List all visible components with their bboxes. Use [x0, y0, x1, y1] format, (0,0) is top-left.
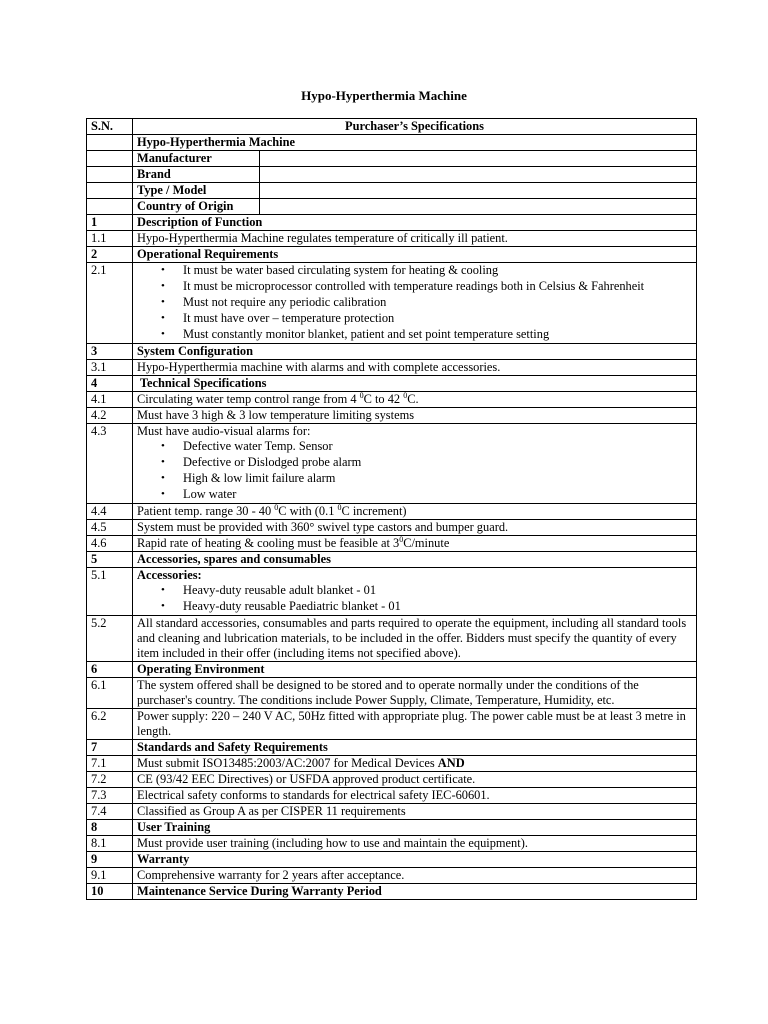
- table-row: [87, 408, 697, 424]
- list-item: • It must be microprocessor controlled with temperature readings both in Celsius & Fahrenheit: [161, 279, 645, 293]
- section-title: Operating Environment: [133, 662, 697, 678]
- item-text: System must be provided with 360° swivel type castors and bumper guard.: [133, 520, 697, 536]
- item-text: Hypo-Hyperthermia machine with alarms and with complete accessories.: [133, 360, 697, 376]
- list-item: • Defective or Dislodged probe alarm: [161, 455, 362, 469]
- bullet-icon: •: [161, 296, 165, 308]
- item-number: 4.4: [87, 504, 133, 520]
- info-row-country: [87, 199, 697, 215]
- table-row: [87, 678, 697, 709]
- bullet-icon: •: [161, 264, 165, 276]
- table-row: [87, 788, 697, 804]
- bullet-list: [137, 583, 692, 615]
- section-number: 2: [87, 247, 133, 263]
- item-text: Must provide user training (including how to use and maintain the equipment).: [133, 836, 697, 852]
- item-number: 9.1: [87, 868, 133, 884]
- table-row: [87, 616, 697, 662]
- table-row: [87, 804, 697, 820]
- table-row: [87, 772, 697, 788]
- bullet-icon: •: [161, 472, 165, 484]
- section-number: 5: [87, 552, 133, 568]
- spec-header: Purchaser’s Specifications: [133, 119, 697, 135]
- item-text: Power supply: 220 – 240 V AC, 50Hz fitted with appropriate plug. The power cable must be at least 3 metre in length.: [133, 709, 697, 740]
- item-number: 5.2: [87, 616, 133, 662]
- table-row: [87, 231, 697, 247]
- item-number: 2.1: [87, 263, 133, 344]
- bullet-list: [137, 439, 692, 503]
- item-number: 3.1: [87, 360, 133, 376]
- country-label: Country of Origin: [133, 199, 260, 215]
- section-number: 3: [87, 344, 133, 360]
- list-item: • Low water: [161, 487, 237, 501]
- item-text: All standard accessories, consumables and parts required to operate the equipment, including all standard tools and cleaning and lubrication materials, to be included in the offer. Bidders must specify the quantity of every item included in their offer (including items not specified above).: [133, 616, 697, 662]
- table-row: [87, 836, 697, 852]
- item-bullets-cell: [133, 263, 697, 344]
- item-text: Rapid rate of heating & cooling must be feasible at $3^0C$/minute: [133, 536, 697, 552]
- model-label: Type / Model: [133, 183, 260, 199]
- list-item: • Must not require any periodic calibration: [161, 295, 387, 309]
- table-row: [87, 360, 697, 376]
- brand-label: Brand: [133, 167, 260, 183]
- item-bullets-cell: [133, 568, 697, 616]
- bullet-icon: •: [161, 600, 165, 612]
- item-number: 4.3: [87, 424, 133, 504]
- table-header-row: [87, 119, 697, 135]
- item-number: 7.1: [87, 756, 133, 772]
- list-item: • It must have over – temperature protection: [161, 311, 395, 325]
- bullet-icon: •: [161, 488, 165, 500]
- item-number: 5.1: [87, 568, 133, 616]
- section-title: System Configuration: [133, 344, 697, 360]
- section-number: 8: [87, 820, 133, 836]
- item-number: 7.3: [87, 788, 133, 804]
- product-heading: Hypo-Hyperthermia Machine: [133, 135, 697, 151]
- section-number: 6: [87, 662, 133, 678]
- item-text: Patient temp. range 30 - 40 $^0$C with (0.1 $^0$C increment): [133, 504, 697, 520]
- section-number: 9: [87, 852, 133, 868]
- section-title: Standards and Safety Requirements: [133, 740, 697, 756]
- item-text: The system offered shall be designed to be stored and to operate normally under the conditions of the purchaser's country. The conditions include Power Supply, Climate, Temperature, Humidity, etc.: [133, 678, 697, 709]
- section-title: Accessories, spares and consumables: [133, 552, 697, 568]
- item-number: 6.1: [87, 678, 133, 709]
- section-row: [87, 884, 697, 900]
- brand-value: [260, 167, 697, 183]
- item-number: 4.1: [87, 392, 133, 408]
- section-row: [87, 662, 697, 678]
- table-row: [87, 756, 697, 772]
- item-intro: Must have audio-visual alarms for:: [137, 424, 311, 438]
- country-value: [260, 199, 697, 215]
- section-number: 1: [87, 215, 133, 231]
- model-value: [260, 183, 697, 199]
- item-text: Comprehensive warranty for 2 years after acceptance.: [133, 868, 697, 884]
- item-number: 4.2: [87, 408, 133, 424]
- section-row: [87, 344, 697, 360]
- item-number: 8.1: [87, 836, 133, 852]
- info-row-manufacturer: [87, 151, 697, 167]
- table-row: [87, 504, 697, 520]
- section-row: [87, 852, 697, 868]
- section-title: Warranty: [133, 852, 697, 868]
- item-text: Circulating water temp control range from 4 $^0$C to 42 $^0$C.: [133, 392, 697, 408]
- section-row: [87, 215, 697, 231]
- table-row: [87, 520, 697, 536]
- info-row-model: [87, 183, 697, 199]
- bullet-icon: •: [161, 328, 165, 340]
- section-title: Technical Specifications: [133, 376, 697, 392]
- section-title: Description of Function: [133, 215, 697, 231]
- section-number: 10: [87, 884, 133, 900]
- item-intro: Accessories:: [137, 568, 202, 582]
- document-title: Hypo-Hyperthermia Machine: [301, 88, 467, 103]
- list-item: • Defective water Temp. Sensor: [161, 439, 333, 453]
- table-row: [87, 536, 697, 552]
- product-heading-row: [87, 135, 697, 151]
- table-row: [87, 263, 697, 344]
- list-item: • Heavy-duty reusable adult blanket - 01: [161, 583, 377, 597]
- list-item: • High & low limit failure alarm: [161, 471, 336, 485]
- item-text: Hypo-Hyperthermia Machine regulates temperature of critically ill patient.: [133, 231, 697, 247]
- item-bullets-cell: [133, 424, 697, 504]
- bullet-icon: •: [161, 312, 165, 324]
- table-row: [87, 424, 697, 504]
- sn-header: S.N.: [87, 119, 133, 135]
- item-text: Classified as Group A as per CISPER 11 requirements: [133, 804, 697, 820]
- item-text: CE (93/42 EEC Directives) or USFDA approved product certificate.: [133, 772, 697, 788]
- item-text: Must submit ISO13485:2003/AC:2007 for Medical Devices AND: [133, 756, 697, 772]
- list-item: • Must constantly monitor blanket, patient and set point temperature setting: [161, 327, 550, 341]
- item-text: Must have 3 high & 3 low temperature limiting systems: [133, 408, 697, 424]
- section-row: [87, 247, 697, 263]
- bullet-icon: •: [161, 440, 165, 452]
- section-row: [87, 376, 697, 392]
- manufacturer-label: Manufacturer: [133, 151, 260, 167]
- bullet-icon: •: [161, 280, 165, 292]
- section-row: [87, 820, 697, 836]
- item-number: 1.1: [87, 231, 133, 247]
- item-number: 7.2: [87, 772, 133, 788]
- section-row: [87, 552, 697, 568]
- table-row: [87, 868, 697, 884]
- section-title: Maintenance Service During Warranty Period: [133, 884, 697, 900]
- section-title: Operational Requirements: [133, 247, 697, 263]
- section-row: [87, 740, 697, 756]
- item-number: 6.2: [87, 709, 133, 740]
- section-number: 7: [87, 740, 133, 756]
- bullet-icon: •: [161, 584, 165, 596]
- table-row: [87, 568, 697, 616]
- section-title: User Training: [133, 820, 697, 836]
- item-text: Electrical safety conforms to standards for electrical safety IEC-60601.: [133, 788, 697, 804]
- item-number: 4.5: [87, 520, 133, 536]
- item-number: 4.6: [87, 536, 133, 552]
- bullet-icon: •: [161, 456, 165, 468]
- specifications-table: [86, 118, 697, 900]
- info-row-brand: [87, 167, 697, 183]
- item-number: 7.4: [87, 804, 133, 820]
- section-number: 4: [87, 376, 133, 392]
- list-item: • Heavy-duty reusable Paediatric blanket - 01: [161, 599, 401, 613]
- table-row: [87, 709, 697, 740]
- manufacturer-value: [260, 151, 697, 167]
- table-row: [87, 392, 697, 408]
- bullet-list: [137, 263, 692, 343]
- list-item: • It must be water based circulating system for heating & cooling: [161, 263, 499, 277]
